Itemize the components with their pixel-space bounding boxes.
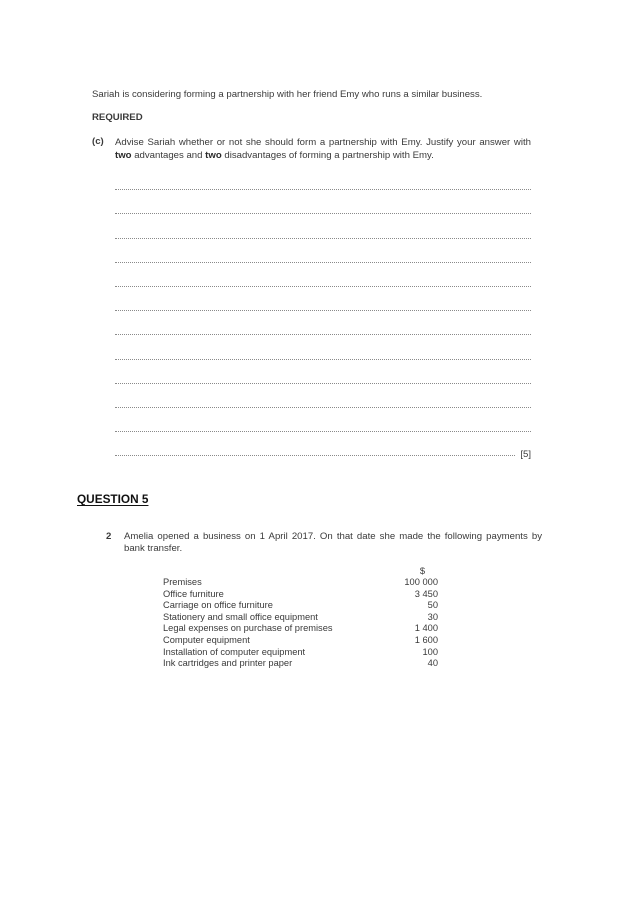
payment-row [163, 577, 438, 589]
payment-amount: 1 400 [414, 623, 438, 634]
payments-rows [163, 577, 438, 670]
part-c-label: (c) [92, 136, 104, 147]
answer-line[interactable] [115, 194, 531, 218]
payment-amount: 100 000 [404, 577, 438, 587]
dotted-rule [115, 407, 531, 408]
payments-table [163, 566, 438, 670]
question-2-text: Amelia opened a business on 1 April 2017. On that date she made the following payments by bank transfer. [124, 531, 542, 554]
answer-line[interactable] [115, 291, 531, 315]
dotted-rule [115, 359, 531, 360]
part-c-text-2: advantages and [131, 150, 206, 161]
payment-amount: 1 600 [414, 634, 438, 645]
payment-row [163, 658, 438, 670]
dotted-rule [115, 189, 531, 190]
answer-line[interactable] [115, 412, 531, 436]
answer-lines[interactable] [115, 170, 531, 460]
part-c-text-1: Advise Sariah whether or not she should form a partnership with Emy. Justify your answer with [115, 137, 531, 148]
marks-label: [5] [520, 449, 531, 461]
part-c-question [115, 136, 531, 162]
answer-line[interactable] [115, 218, 531, 242]
payment-amount: 3 450 [414, 588, 438, 599]
payment-item: Installation of computer equipment [163, 646, 306, 657]
payment-row [163, 612, 438, 624]
payment-item: Premises [163, 577, 202, 587]
answer-line[interactable] [115, 339, 531, 363]
part-c-bold-1: two [115, 150, 132, 161]
payment-amount: 40 [427, 658, 438, 669]
payment-row [163, 600, 438, 612]
payment-item: Stationery and small office equipment [163, 611, 318, 622]
question-heading: QUESTION 5 [77, 492, 149, 506]
question-2-number: 2 [106, 531, 112, 542]
payment-row [163, 623, 438, 635]
payment-amount: 100 [422, 646, 438, 657]
dotted-rule [115, 286, 531, 287]
dotted-rule [115, 238, 531, 239]
dotted-rule [115, 334, 531, 335]
payment-row [163, 635, 438, 647]
answer-line[interactable] [115, 388, 531, 412]
currency-header: $ [419, 566, 425, 576]
part-c-bold-2: two [205, 150, 222, 161]
payment-amount: 50 [427, 600, 438, 611]
answer-line[interactable] [115, 267, 531, 291]
required-label: REQUIRED [92, 112, 143, 123]
dotted-rule [115, 431, 531, 432]
dotted-rule [115, 383, 531, 384]
part-c-text-3: disadvantages of forming a partnership with Emy. [221, 150, 434, 161]
dotted-rule [115, 213, 531, 214]
answer-line[interactable] [115, 315, 531, 339]
dotted-rule [115, 262, 531, 263]
payment-item: Legal expenses on purchase of premises [163, 623, 333, 634]
payment-item: Computer equipment [163, 634, 250, 645]
payment-row [163, 589, 438, 601]
dotted-rule [115, 310, 531, 311]
payment-amount: 30 [427, 611, 438, 622]
payment-row [163, 647, 438, 659]
payment-item: Office furniture [163, 588, 224, 599]
payment-item: Ink cartridges and printer paper [163, 658, 293, 669]
answer-line[interactable] [115, 170, 531, 194]
answer-line[interactable] [115, 436, 531, 460]
answer-line[interactable] [115, 364, 531, 388]
intro-text: Sariah is considering forming a partnership with her friend Emy who runs a similar business. [92, 89, 483, 100]
dotted-rule [115, 455, 515, 456]
payment-item: Carriage on office furniture [163, 600, 273, 611]
answer-line[interactable] [115, 243, 531, 267]
